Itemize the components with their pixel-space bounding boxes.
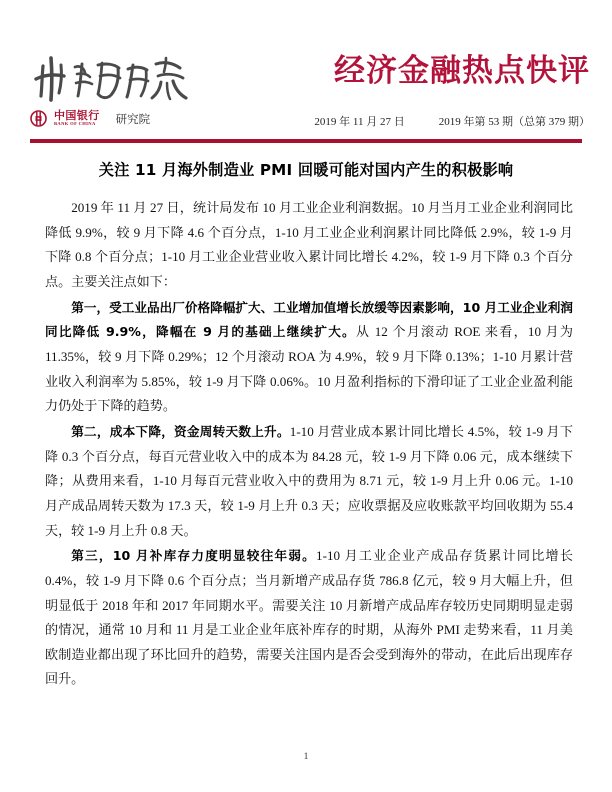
bank-name-english: BANK OF CHINA: [54, 121, 96, 127]
masthead-meta: [314, 113, 590, 129]
paragraph-point-1-text: 从 12 个月滚动 ROE 来看，10 月为 11.35%，较 9 月下降 0.29%；12 个月滚动 ROA 为 4.9%，较 9 月下降 0.13%；1-10 月累计营业收入利润率为 5.85%，较 1-9 月下降 0.06%。10 月盈利指标的下滑印证了工业企业盈利能力仍处于下降的趋势。: [45, 324, 573, 414]
paragraph-point-2-text: 1-10 月营业成本累计同比增长 4.5%，较 1-9 月下降 0.3 个百分点，每百元营业收入中的成本为 84.28 元，较 1-9 月下降 0.06 元，成本继续下降；从费用来看，1-10 月每百元营业收入中的费用为 8.71 元，较 1-9 月上升 0.06 元。1-10 月产成品周转天数为 17.3 天，较 1-9 月上升 0.3 天；应收票据及应收账款平均回收期为 55.4 天，较 1-9 月上升 0.8 天。: [45, 424, 574, 538]
bank-of-china-emblem-icon: [30, 110, 47, 127]
paragraph-point-2-lead: 第二，成本下降，资金周转天数上升。: [71, 424, 290, 440]
issue-number: 2019 年第 53 期（总第 379 期）: [438, 116, 590, 128]
institute-label: 研究院: [115, 111, 151, 126]
paragraph-intro-text: 2019 年 11 月 27 日，统计局发布 10 月工业企业利润数据。10 月当月工业企业利润同比降低 9.9%，较 9 月下降 4.6 个百分点，1-10 月工业企业利润累计同比降低 2.9%，较 1-9 月下降 0.8 个百分点；1-10 月工业企业营业收入累计同比增长 4.2%，较 1-9 月下降 0.3 个百分点。主要关注点如下：: [45, 200, 573, 289]
zhongyin-research-brush-logo: [30, 52, 195, 104]
paragraph-point-3-text: 1-10 月工业企业产成品存货累计同比增长 0.4%，较 1-9 月下降 0.6 个百分点；当月新增产成品存货 786.8 亿元，较 9 月大幅上升，但明显低于 2018 年和 2017 年同期水平。需要关注 10 月新增产成品库存较历史同期明显走弱的情况，通常 10 月和 11 月是工业企业年底补库存的时期，从海外 PMI 走势来看，11 月美欧制造业都出现了环比回升的趋势，需要关注国内是否会受到海外的带动，在此后出现库存回升。: [45, 548, 573, 687]
masthead: [0, 0, 612, 145]
paragraph-point-1: [45, 296, 573, 419]
paragraph-point-1-lead: 第一，受工业品出厂价格降幅扩大、工业增加值增长放缓等因素影响，10 月工业企业利润同比降低 9.9%，降幅在 9 月的基础上继续扩大。: [45, 299, 573, 340]
masthead-divider-rule: [30, 139, 582, 143]
bank-of-china-wordmark: [54, 110, 100, 127]
article-body: [45, 196, 573, 693]
page-title: 关注 11 月海外制造业 PMI 回暖可能对国内产生的积极影响: [98, 161, 514, 179]
page-number: 1: [303, 752, 309, 762]
masthead-title: 经济金融热点快评: [334, 53, 590, 89]
paragraph-intro: [45, 196, 573, 294]
paragraph-point-3: [45, 544, 573, 692]
paragraph-point-3-lead: 第三，10 月补库存力度明显较往年弱。: [71, 548, 317, 564]
bank-of-china-brand: [30, 110, 150, 127]
paragraph-point-2: [45, 420, 573, 543]
bank-name-chinese: 中国银行: [54, 109, 100, 123]
publication-date: 2019 年 11 月 27 日: [314, 116, 405, 128]
